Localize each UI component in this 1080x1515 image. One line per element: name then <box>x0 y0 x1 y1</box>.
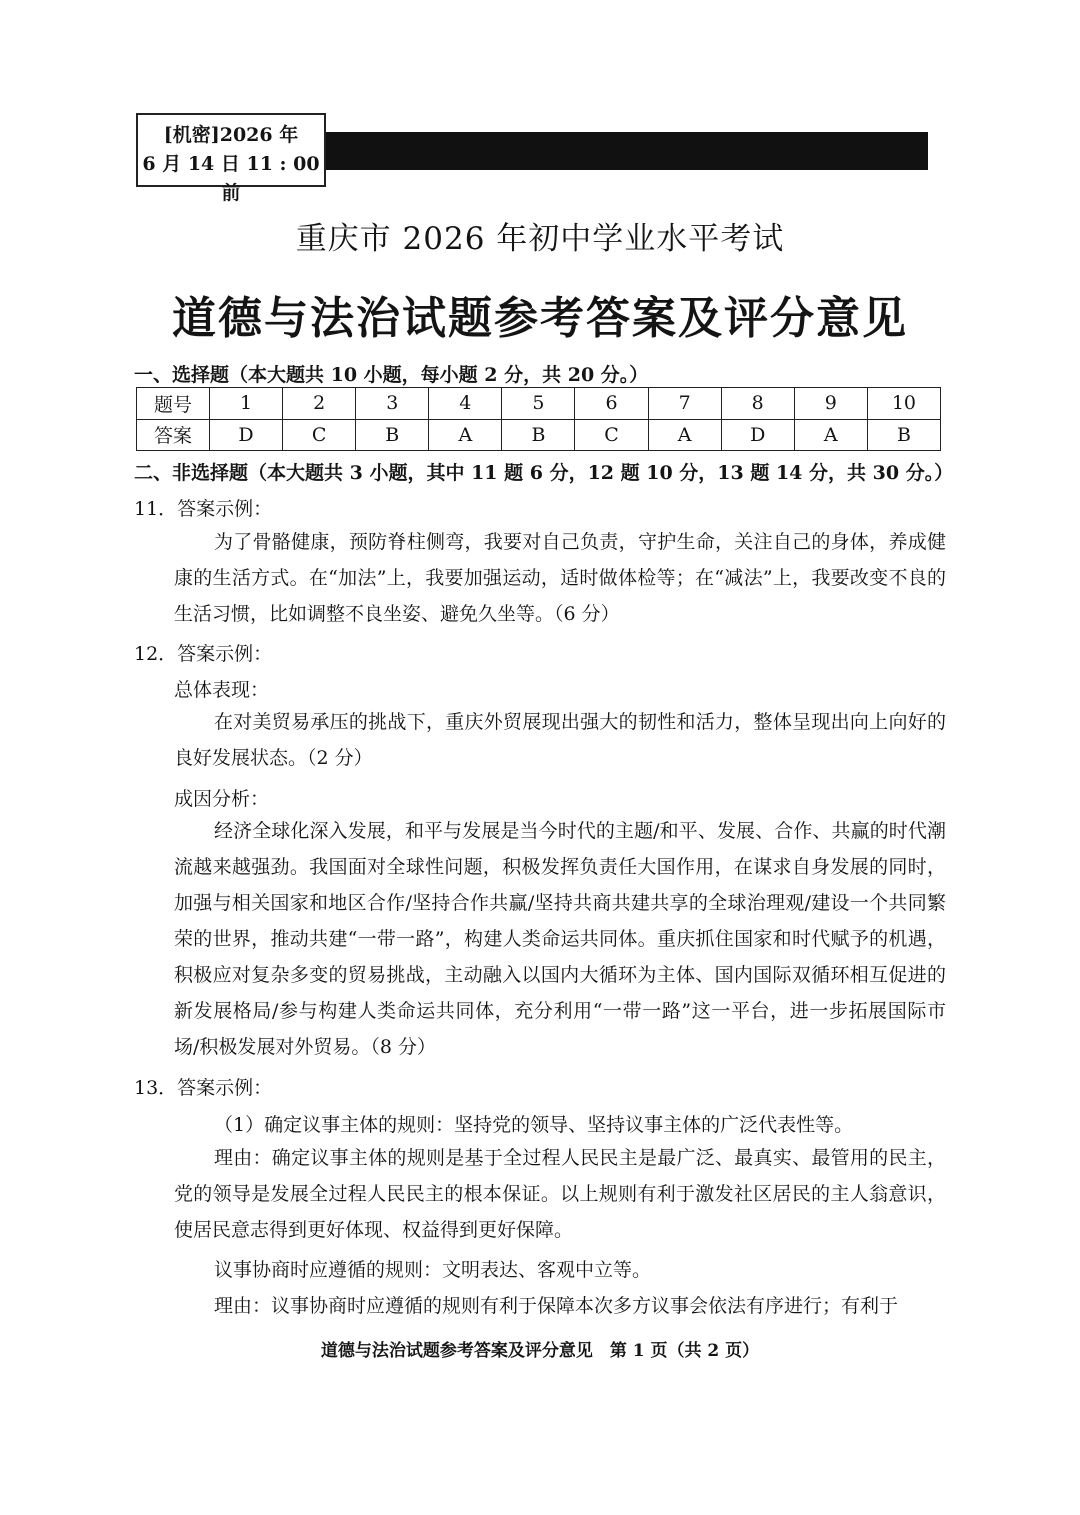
question-number: 4 <box>429 388 502 420</box>
q12-label: 12．答案示例： <box>134 643 273 665</box>
question-number: 8 <box>721 388 794 420</box>
q11-answer-text: 为了骨骼健康，预防脊柱侧弯，我要对自己负责，守护生命，关注自己的身体，养成健康的生活方式。在“加法”上，我要加强运动，适时做体检等；在“减法”上，我要改变不良的生活习惯，比如调整不良坐姿、避免久坐等。（6 分） <box>174 531 946 625</box>
answer-cell: D <box>210 419 283 451</box>
row-label-number: 题号 <box>137 388 210 420</box>
question-number: 1 <box>210 388 283 420</box>
question-number: 3 <box>356 388 429 420</box>
answer-cell: A <box>429 419 502 451</box>
question-number: 5 <box>502 388 575 420</box>
answer-cell: B <box>867 419 940 451</box>
answer-cell: A <box>648 419 721 451</box>
table-row-answers <box>137 419 941 451</box>
confidential-line-1: [机密]2026 年 <box>163 124 299 146</box>
q12-causes-text: 经济全球化深入发展，和平与发展是当今时代的主题/和平、发展、合作、共赢的时代潮流越来越强劲。我国面对全球性问题，积极发挥负责任大国作用，在谋求自身发展的同时，加强与相关国家和地区合作/坚持合作共赢/坚持共商共建共享的全球治理观/建设一个共同繁荣的世界，推动共建“一带一路”，构建人类命运共同体。重庆抓住国家和时代赋予的机遇，积极应对复杂多变的贸易挑战，主动融入以国内大循环为主体、国内国际双循环相互促进的新发展格局/参与构建人类命运共同体，充分利用“一带一路”这一平台，进一步拓展国际市场/积极发展对外贸易。（8 分） <box>174 820 946 1058</box>
answer-cell: C <box>575 419 648 451</box>
q12-overall-text: 在对美贸易承压的挑战下，重庆外贸展现出强大的韧性和活力，整体呈现出向上向好的良好发展状态。（2 分） <box>174 711 946 769</box>
row-label-answer: 答案 <box>137 419 210 451</box>
q13-reason-2-text: 理由：议事协商时应遵循的规则有利于保障本次多方议事会依法有序进行；有利于 <box>214 1295 899 1317</box>
answer-cell: D <box>721 419 794 451</box>
table-row-numbers <box>137 388 941 420</box>
exam-name: 重庆市 2026 年初中学业水平考试 <box>295 221 785 257</box>
question-number: 10 <box>867 388 940 420</box>
redaction-bar <box>326 132 928 170</box>
q11-label: 11．答案示例： <box>134 498 273 520</box>
confidential-box <box>136 113 326 204</box>
question-number: 7 <box>648 388 721 420</box>
q13-reason-1-text: 理由：确定议事主体的规则是基于全过程人民民主是最广泛、最真实、最管用的民主，党的领导是发展全过程人民民主的根本保证。以上规则有利于激发社区居民的主人翁意识，使居民意志得到更好体现、权益得到更好保障。 <box>174 1147 946 1241</box>
confidential-line-2: 6 月 14 日 11 : 00 前 <box>142 153 320 204</box>
q13-rule-2: 议事协商时应遵循的规则：文明表达、客观中立等。 <box>214 1259 652 1281</box>
question-number: 2 <box>283 388 356 420</box>
section-2-heading: 二、非选择题（本大题共 3 小题，其中 11 题 6 分，12 题 10 分，13 题 14 分，共 30 分。） <box>134 462 954 484</box>
q12-subheading-causes: 成因分析： <box>174 788 270 810</box>
document-title: 道德与法治试题参考答案及评分意见 <box>172 293 908 344</box>
q12-subheading-overall: 总体表现： <box>174 679 270 701</box>
section-1-heading: 一、选择题（本大题共 10 小题，每小题 2 分，共 20 分。） <box>134 364 649 386</box>
question-number: 9 <box>794 388 867 420</box>
answer-table <box>136 387 941 451</box>
q13-rule-1: （1）确定议事主体的规则：坚持党的领导、坚持议事主体的广泛代表性等。 <box>214 1114 854 1136</box>
answer-cell: A <box>794 419 867 451</box>
q13-label: 13．答案示例： <box>134 1077 273 1099</box>
question-number: 6 <box>575 388 648 420</box>
page-footer: 道德与法治试题参考答案及评分意见 第 1 页（共 2 页） <box>320 1341 760 1361</box>
answer-cell: B <box>356 419 429 451</box>
answer-cell: C <box>283 419 356 451</box>
answer-cell: B <box>502 419 575 451</box>
